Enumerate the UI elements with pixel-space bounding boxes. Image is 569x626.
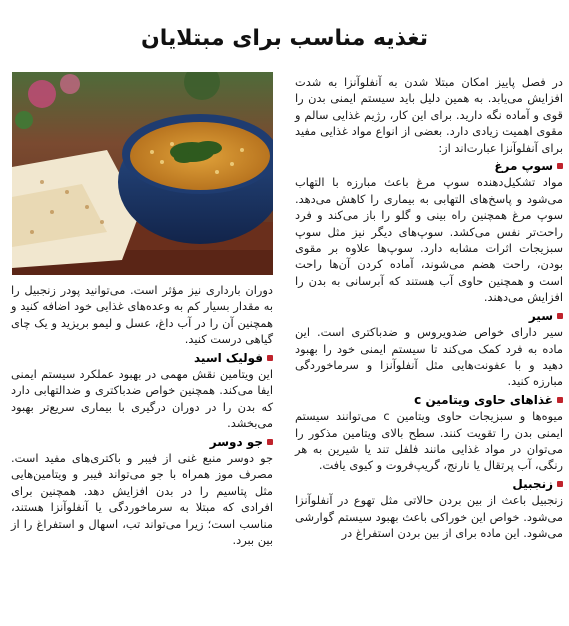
bullet-icon xyxy=(557,481,563,487)
section-heading xyxy=(295,158,563,174)
left-column xyxy=(11,282,273,551)
bullet-icon xyxy=(267,439,273,445)
section-body: این ویتامین نقش مهمی در بهبود عملکرد سیستم ایمنی ایفا می‌کند. همچنین خواص ضدباکتری و ضدالتهابی دارد که بدن را در دوران درگیری با بیماری سریع‌تر بهبود می‌بخشد. xyxy=(11,367,273,431)
continuation-paragraph: دوران بارداری نیز مؤثر است. می‌توانید پودر زنجبیل را به مقدار بسیار کم به وعده‌های غذایی خود اضافه کنید و همچنین آن را در آب داغ، عسل و لیمو بریزید و یک چای گیاهی درست کنید. xyxy=(11,283,273,347)
section-heading xyxy=(295,392,563,408)
soup-bowl-illustration xyxy=(12,72,273,275)
section-body: سیر دارای خواص ضدویروس و ضدباکتری است. این ماده به فرد کمک می‌کند تا سیستم ایمنی خود را بهبود دهید و با عفونت‌هایی مثل آنفلوآنزا و سرماخوردگی مبارزه کنید. xyxy=(295,325,563,389)
soup-photo xyxy=(12,72,273,275)
section-heading xyxy=(11,350,273,366)
section-body: زنجبیل باعث از بین بردن حالاتی مثل تهوع در آنفلوآنزا می‌شود. خواص این خوراکی باعث بهبود سیستم گوارشی می‌شود. این ماده برای از بین بردن استفراغ در xyxy=(295,493,563,540)
intro-paragraph: در فصل پاییز امکان مبتلا شدن به آنفلوآنزا به شدت افزایش می‌یابد. به همین دلیل باید سیستم ایمنی بدن را قوی و آماده نگه دارید. برای این کار، رژیم غذایی سالم و مقوی اهمیت زیادی دارد. بعضی از انواع مواد غذایی مفید برای آنفلوآنزا عبارت‌اند از: xyxy=(295,75,563,155)
bullet-icon xyxy=(267,355,273,361)
section-heading-text: غذاهای حاوی ویتامین c xyxy=(414,392,553,407)
bullet-icon xyxy=(557,313,563,319)
section-heading-text: سیر xyxy=(528,308,553,323)
section-heading-text: سوپ مرغ xyxy=(494,159,553,174)
section-heading xyxy=(11,434,273,450)
section-body: جو دوسر منبع غنی از فیبر و باکتری‌های مفید است. مصرف موز همراه با جو می‌تواند فیبر و ویتامین‌هایی مثل پتاسیم را در بدن افزایش دهد. همچنین برای افرادی که مبتلا به سرماخوردگی یا آنفلوآنزا هستند، مناسب است؛ زیرا می‌تواند تب، اسهال و استفراغ را از بین ببرد. xyxy=(11,451,273,548)
section-body: میوه‌ها و سبزیجات حاوی ویتامین c می‌توانند سیستم ایمنی بدن را تقویت کنند. سطح بالای ویتامین مذکور را می‌توان در مواد غذایی مانند فلفل تند یا شیرین به هر رنگی، آب پرتقال یا نارنج، گریپ‌فروت و کیوی یافت. xyxy=(295,409,563,473)
right-column xyxy=(295,74,563,543)
section-heading xyxy=(295,476,563,492)
bullet-icon xyxy=(557,163,563,169)
section-heading-text: جو دوسر xyxy=(209,434,263,449)
bullet-icon xyxy=(557,397,563,403)
section-heading-text: زنجبیل xyxy=(512,476,553,491)
section-heading xyxy=(295,308,563,324)
section-body: مواد تشکیل‌دهنده سوپ مرغ باعث مبارزه با التهاب می‌شود و پاسخ‌های التهابی به بیماری را کاهش می‌دهد. سوپ مرغ همچنین راه بینی و گلو را باز می‌کند و فرد راحت‌تر نفس می‌کشد. سوپ‌های دیگر نیز مثل سوپ سبزیجات اثرات مشابه دارد. سوپ‌ها علاوه بر مقوی بودن، راحت هضم می‌شوند، آماده کردن آن‌ها راحت است و همچنین حاوی آب هستند که آبرسانی به بدن را افزایش می‌دهند. xyxy=(295,175,563,305)
section-heading-text: فولیک اسید xyxy=(194,350,263,365)
page-title: تغذیه مناسب برای مبتلایان xyxy=(141,26,428,51)
